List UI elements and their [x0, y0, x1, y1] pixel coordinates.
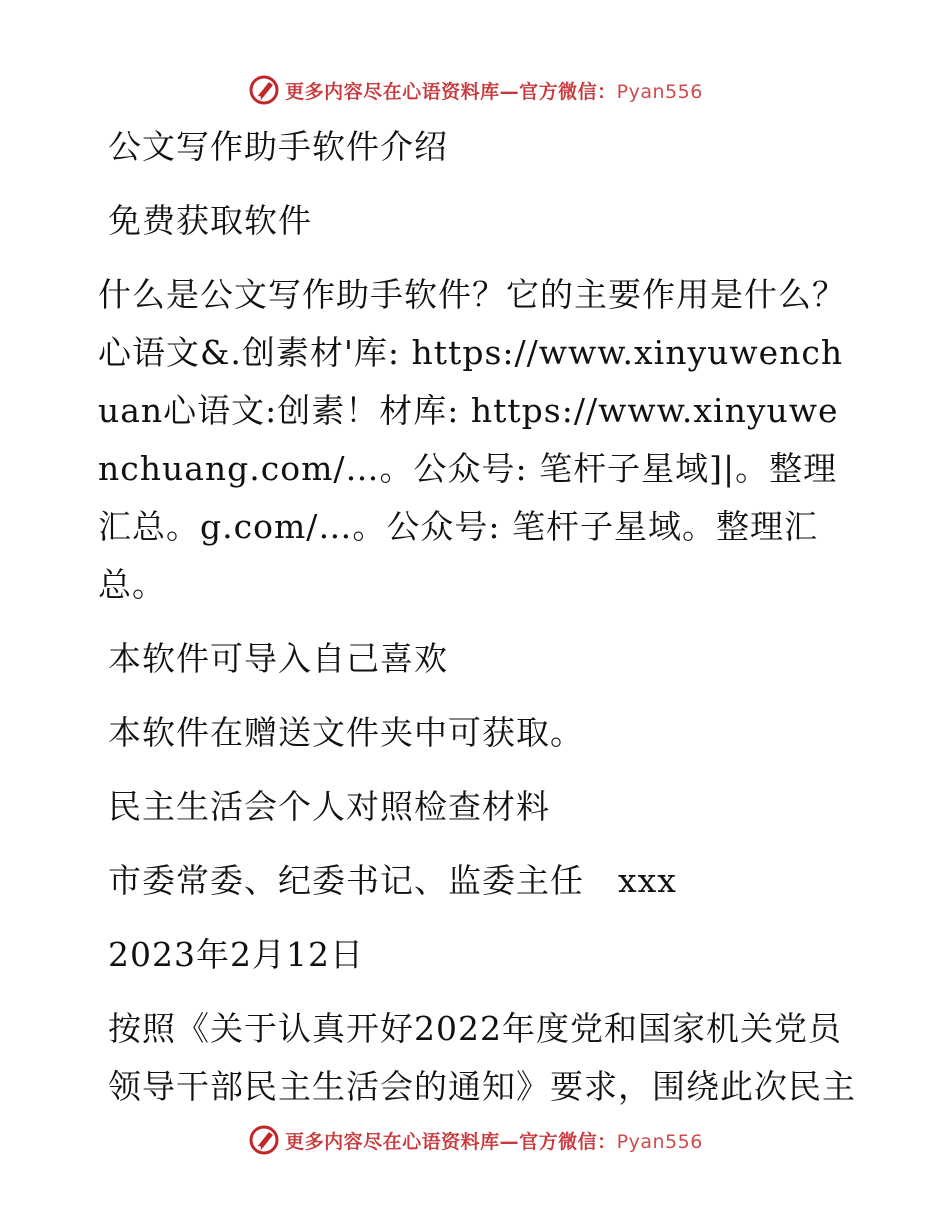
- doc-title: 公文写作助手软件介绍: [108, 127, 448, 166]
- banner-text: 更多内容尽在心语资料库—官方微信：Pyan556: [285, 1130, 703, 1153]
- pen-logo-icon: [247, 1123, 281, 1157]
- author-line: 市委常委、纪委书记、监委主任 xxx: [108, 861, 677, 900]
- gift-folder-line: 本软件在赠送文件夹中可获取。: [108, 713, 584, 752]
- banner-text: 更多内容尽在心语资料库—官方微信：Pyan556: [285, 80, 703, 103]
- pen-logo-icon: [247, 73, 281, 107]
- import-line: 本软件可导入自己喜欢: [108, 639, 448, 678]
- software-description-paragraph: 什么是公文写作助手软件？它的主要作用是什么？心语文&.创素材'库: https://www.xinyuwenchuan心语文:创素！材库: https://www.xinyuwenchuang.com/…。公众号: 笔杆子星域]|。整理汇总。g.com/…。公众号: 笔杆子星域。整理汇总。: [98, 275, 846, 604]
- date-line: 2023年2月12日: [108, 935, 364, 974]
- document-body: [98, 118, 858, 1132]
- footer-watermark-banner: [0, 1120, 950, 1160]
- body-paragraph: 按照《关于认真开好2022年度党和国家机关党员领导干部民主生活会的通知》要求，围绕此次民主: [108, 1009, 856, 1106]
- material-title: 民主生活会个人对照检查材料: [108, 787, 550, 826]
- header-watermark-banner: [0, 70, 950, 110]
- free-software-line: 免费获取软件: [108, 201, 312, 240]
